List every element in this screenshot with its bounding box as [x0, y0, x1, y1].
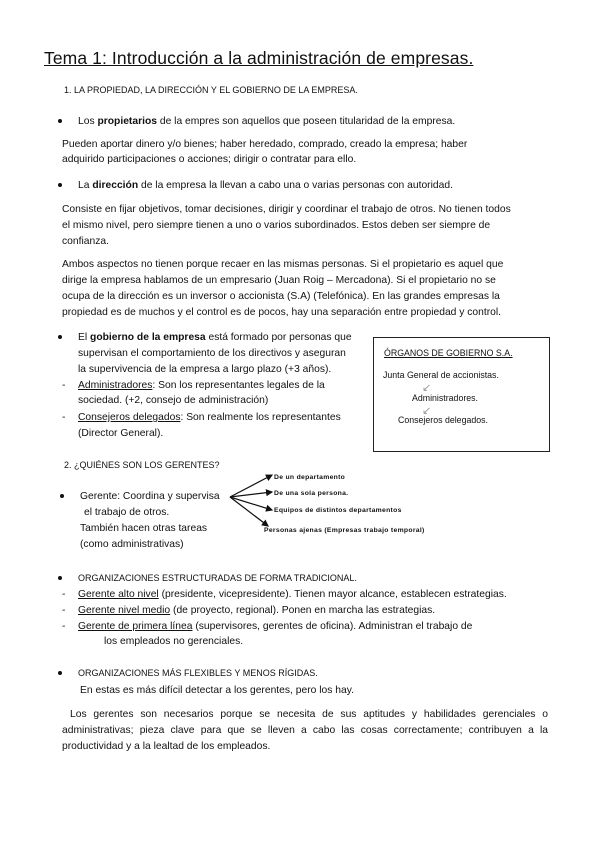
direction-detail-line-1: Consiste en fijar objetivos, tomar decisiones, dirigir y coordinar el trabajo de otros. No tienen todos [62, 204, 511, 215]
governance-post: está formado por personas que [205, 332, 352, 343]
governance-pre: El [78, 332, 91, 343]
organs-box [373, 337, 550, 452]
owners-term: propietarios [97, 116, 157, 127]
level-first [78, 619, 472, 634]
organs-item-consejeros: Consejeros delegados. [398, 415, 488, 425]
arrow-line [230, 475, 272, 497]
level-high-post: (presidente, vicepresidente). Tienen mayor alcance, establecen estrategias. [158, 589, 507, 600]
separation-line-2: dirige la empresa hablamos de un empresario (Juan Roig – Mercadona). Si el propietario no se [62, 275, 496, 286]
manager-type-single: De una sola persona. [274, 490, 349, 497]
manager-def-line-4: (como administrativas) [80, 539, 184, 550]
administrators-line [78, 378, 325, 393]
level-first-cont: los empleados no gerenciales. [104, 636, 244, 647]
organs-item-junta: Junta General de accionistas. [383, 370, 499, 380]
direction-detail-line-2: el mismo nivel, pero siempre tienen a uno o varios subordinados. Estos deben ser siempre de [62, 220, 491, 231]
conclusion-line-3: productividad y a la lealtad de los empleados. [62, 741, 271, 752]
owners-paragraph [78, 114, 455, 129]
delegates-term: Consejeros delegados [78, 412, 181, 423]
manager-def-line-2: el trabajo de otros. [84, 507, 170, 518]
arrow-line [230, 492, 272, 497]
delegates-dash: - [62, 412, 66, 423]
owners-detail-line-1: Pueden aportar dinero y/o bienes; haber heredado, comprado, creado la empresa; haber [62, 139, 468, 150]
organs-item-administradores: Administradores. [412, 393, 479, 403]
level-mid-post: (de proyecto, regional). Ponen en marcha las estrategias. [170, 605, 436, 616]
section-2-heading: 2. ¿QUIÉNES SON LOS GERENTES? [64, 460, 220, 470]
level-mid [78, 603, 435, 618]
delegates-cont: (Director General). [78, 428, 164, 439]
manager-type-department: De un departamento [274, 474, 346, 481]
conclusion-line-2: administrativas; pieza clave para que se lleven a cabo las cosas correctamente; contribuyen a la [62, 725, 548, 736]
manager-def-line-1: Gerente: Coordina y supervisa [80, 491, 220, 502]
governance-line-3: la supervivencia de la empresa a largo plazo (+3 años). [78, 364, 332, 375]
direction-term: dirección [92, 180, 139, 191]
flexible-heading: ORGANIZACIONES MÁS FLEXIBLES Y MENOS RÍGIDAS. [78, 666, 318, 681]
direction-post: de la empresa la llevan a cabo una o varias personas con autoridad. [138, 180, 453, 191]
direction-detail-line-3: confianza. [62, 236, 109, 247]
administrators-term: Administradores [78, 380, 153, 391]
level-mid-dash: - [62, 605, 66, 616]
delegates-post: : Son realmente los representantes [180, 412, 341, 423]
separation-line-1: Ambos aspectos no tienen porque recaer en las mismas personas. Si el propietario es aquel que [62, 259, 504, 270]
arrow-down-left-icon: ↙ [422, 382, 432, 394]
section-1-heading: 1. LA PROPIEDAD, LA DIRECCIÓN Y EL GOBIERNO DE LA EMPRESA. [64, 85, 358, 95]
arrow-down-left-icon: ↙ [422, 405, 432, 417]
level-mid-term: Gerente nivel medio [78, 605, 171, 616]
level-high [78, 587, 507, 602]
governance-term: gobierno de la empresa [90, 332, 206, 343]
conclusion-line-1: Los gerentes son necesarios porque se necesita de sus aptitudes y habilidades gerenciales o [70, 709, 548, 720]
governance-line-2: supervisan el comportamiento de los directivos y aseguran [78, 348, 346, 359]
level-high-term: Gerente alto nivel [78, 589, 159, 600]
administrators-dash: - [62, 380, 66, 391]
manager-def-line-3: También hacen otras tareas [80, 523, 208, 534]
level-high-dash: - [62, 589, 66, 600]
owners-post: de la empres son aquellos que poseen titularidad de la empresa. [156, 116, 456, 127]
direction-pre: La [78, 180, 93, 191]
delegates-line [78, 410, 341, 425]
manager-arrows-diagram [228, 470, 278, 530]
administrators-post: : Son los representantes legales de la [152, 380, 325, 391]
level-first-post: (supervisores, gerentes de oficina). Administran el trabajo de [192, 621, 473, 632]
arrow-line [230, 497, 272, 510]
flexible-detail: En estas es más difícil detectar a los gerentes, pero los hay. [80, 685, 354, 696]
organs-heading: ÓRGANOS DE GOBIERNO S.A. [384, 348, 513, 358]
level-first-term: Gerente de primera línea [78, 621, 193, 632]
owners-detail-line-2: adquirido participaciones o acciones; dirigir o contratar para ello. [62, 154, 357, 165]
separation-line-4: propiedad es de muchos y el control es de pocos, hay una separación entre propiedad y control. [62, 307, 502, 318]
manager-type-teams: Equipos de distintos departamentos [274, 507, 402, 514]
level-first-dash: - [62, 621, 66, 632]
administrators-cont: sociedad. (+2, consejo de administración) [78, 395, 269, 406]
direction-paragraph [78, 178, 453, 193]
separation-line-3: ocupa de la dirección es un inversor o accionista (S.A) (Telefónica). En las grandes empresas la [62, 291, 500, 302]
owners-pre: Los [78, 116, 98, 127]
governance-paragraph [78, 330, 352, 345]
page-title: Tema 1: Introducción a la administración de empresas. [44, 48, 474, 68]
manager-type-external: Personas ajenas (Empresas trabajo temporal) [264, 527, 425, 534]
traditional-heading: ORGANIZACIONES ESTRUCTURADAS DE FORMA TRADICIONAL. [78, 571, 357, 586]
arrow-line [230, 497, 268, 526]
